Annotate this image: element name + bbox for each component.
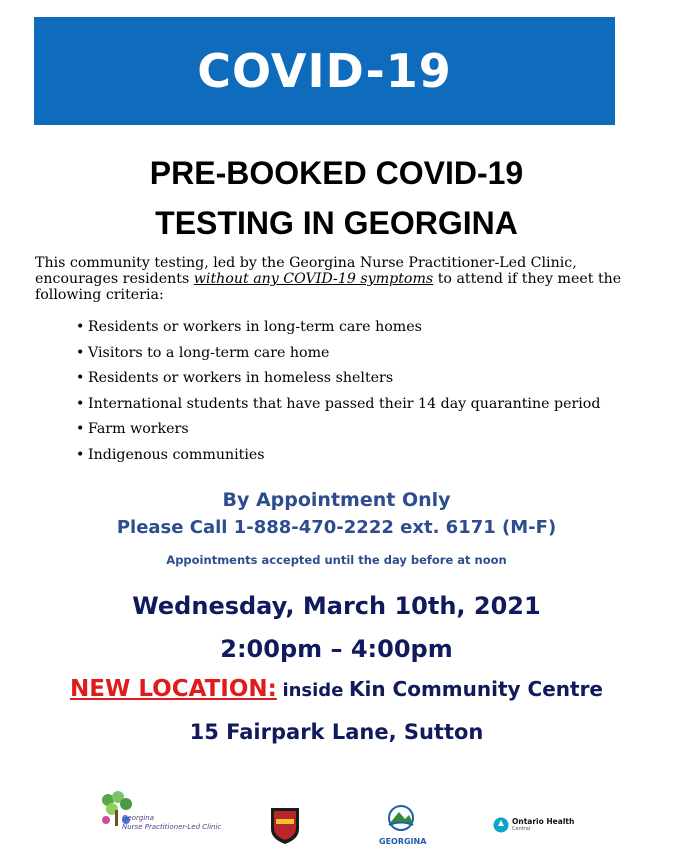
bullet-icon: • bbox=[76, 395, 85, 412]
criterion-text: Residents or workers in homeless shelters bbox=[88, 370, 394, 387]
criterion-text: Farm workers bbox=[88, 421, 189, 438]
intro-paragraph bbox=[35, 255, 645, 303]
clinic-logo bbox=[96, 790, 226, 840]
list-item bbox=[76, 418, 600, 444]
bullet-icon: • bbox=[76, 344, 85, 361]
clinic-name-2: Nurse Practitioner-Led Clinic bbox=[122, 823, 222, 831]
banner-text: COVID-19 bbox=[197, 44, 452, 98]
clinic-name-1: Georgina bbox=[122, 814, 155, 822]
title-line-2: TESTING IN GEORGINA bbox=[155, 205, 518, 241]
title-line-1: PRE-BOOKED COVID-19 bbox=[149, 155, 524, 191]
intro-after: to attend if they meet the following criteria: bbox=[35, 271, 622, 303]
trillium-icon bbox=[493, 817, 509, 833]
ontario-health-logo bbox=[493, 815, 583, 837]
criterion-text: Visitors to a long-term care home bbox=[88, 344, 330, 361]
georgina-emblem-icon bbox=[375, 803, 427, 837]
event-location bbox=[0, 676, 673, 702]
intro-emphasis: without any COVID-19 symptoms bbox=[193, 271, 434, 287]
criterion-text: International students that have passed their 14 day quarantine period bbox=[88, 395, 601, 412]
ontario-health-sub: Central bbox=[512, 826, 531, 832]
location-name: Kin Community Centre bbox=[348, 677, 603, 701]
list-item bbox=[76, 444, 600, 470]
paramedic-shield-icon bbox=[268, 805, 302, 845]
list-item bbox=[76, 367, 600, 393]
covid-banner bbox=[34, 17, 615, 125]
bullet-icon: • bbox=[76, 421, 85, 438]
list-item bbox=[76, 316, 600, 342]
paramedic-logo bbox=[268, 805, 302, 845]
georgina-text: GEORGINA bbox=[379, 837, 427, 846]
event-date: Wednesday, March 10th, 2021 bbox=[132, 592, 541, 620]
intro-before: This community testing, led by the Georgina Nurse Practitioner-Led Clinic, encourages residents bbox=[35, 255, 577, 287]
new-location-label: NEW LOCATION: bbox=[69, 676, 277, 702]
georgina-logo bbox=[375, 803, 427, 849]
criterion-text: Residents or workers in long-term care homes bbox=[88, 319, 422, 335]
list-item bbox=[76, 342, 600, 368]
location-inside: inside bbox=[282, 680, 344, 701]
ontario-health-text: Ontario Health bbox=[512, 817, 575, 826]
phone-line: Please Call 1-888-470-2222 ext. 6171 (M-F) bbox=[116, 517, 557, 538]
list-item bbox=[76, 393, 600, 419]
criterion-text: Indigenous communities bbox=[88, 446, 265, 463]
bullet-icon: • bbox=[76, 319, 85, 335]
bullet-icon: • bbox=[76, 446, 85, 463]
appointment-heading: By Appointment Only bbox=[222, 489, 451, 511]
appointment-note: Appointments accepted until the day before at noon bbox=[166, 553, 507, 567]
event-time: 2:00pm – 4:00pm bbox=[220, 635, 453, 663]
event-address: 15 Fairpark Lane, Sutton bbox=[189, 720, 484, 744]
criteria-list bbox=[76, 316, 600, 470]
bullet-icon: • bbox=[76, 370, 85, 387]
